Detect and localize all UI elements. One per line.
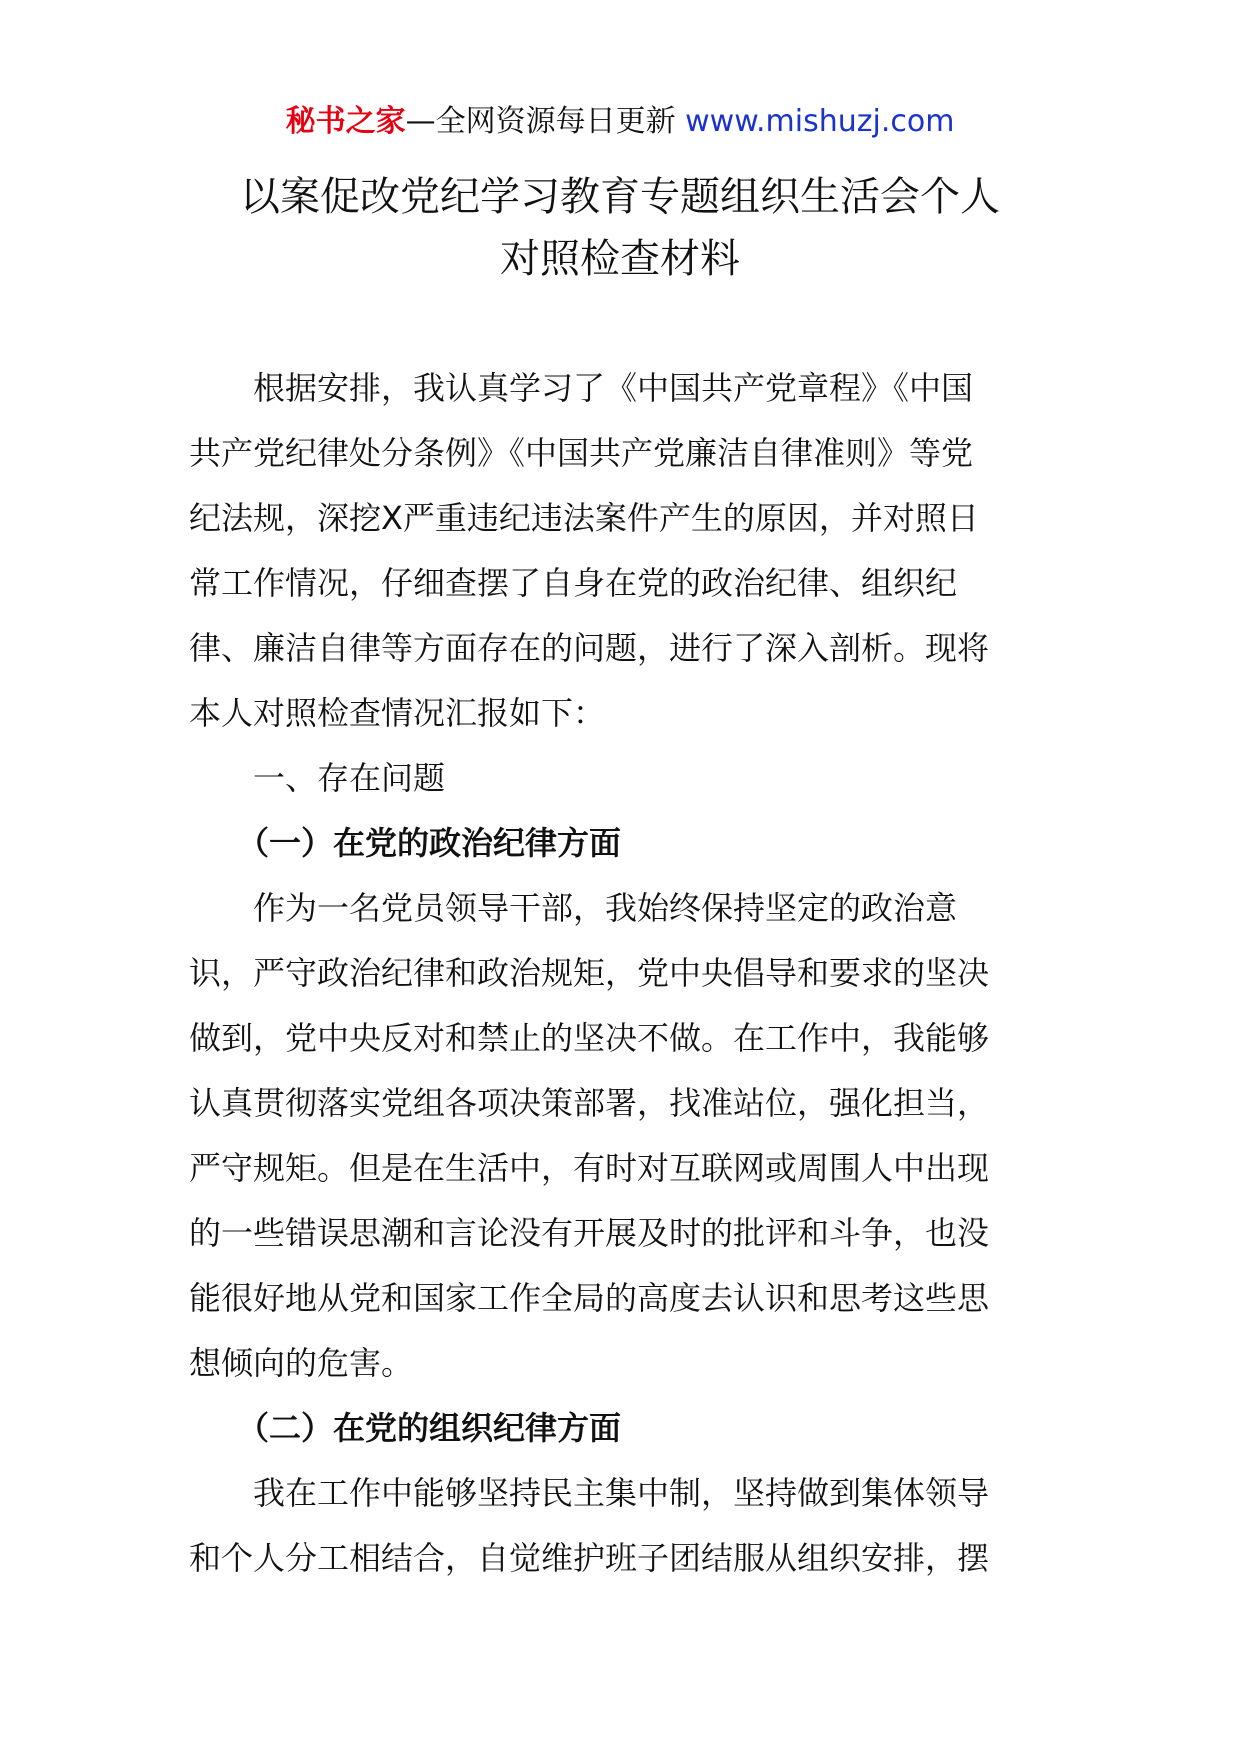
site-brand: 秘书之家 bbox=[285, 104, 406, 139]
subsection-heading-organizational: （二）在党的组织纪律方面 bbox=[237, 1409, 622, 1447]
text-line: 能很好地从党和国家工作全局的高度去认识和思考这些思 bbox=[189, 1279, 990, 1317]
section-heading-issues: 一、存在问题 bbox=[253, 759, 446, 797]
text-line: 和个人分工相结合，自觉维护班子团结服从组织安排，摆 bbox=[189, 1539, 990, 1577]
text-line: 纪法规，深挖X严重违纪违法案件产生的原因，并对照日 bbox=[189, 499, 979, 537]
document-title bbox=[0, 166, 1240, 290]
political-discipline-paragraph bbox=[189, 876, 1053, 1396]
subsection-heading-political: （一）在党的政治纪律方面 bbox=[237, 824, 622, 862]
title-line-1: 以案促改党纪学习教育专题组织生活会个人 bbox=[240, 174, 1000, 220]
site-tagline: —全网资源每日更新 bbox=[405, 104, 686, 139]
text-line: 的一些错误思潮和言论没有开展及时的批评和斗争，也没 bbox=[189, 1214, 990, 1252]
text-line: 识，严守政治纪律和政治规矩，党中央倡导和要求的坚决 bbox=[189, 954, 990, 992]
text-line: 做到，党中央反对和禁止的坚决不做。在工作中，我能够 bbox=[189, 1019, 990, 1057]
text-line: 本人对照检查情况汇报如下： bbox=[189, 694, 606, 732]
text-line: 共产党纪律处分条例》《中国共产党廉洁自律准则》等党 bbox=[189, 434, 974, 472]
text-line: 作为一名党员领导干部，我始终保持坚定的政治意 bbox=[253, 889, 958, 927]
text-line: 严守规矩。但是在生活中，有时对互联网或周围人中出现 bbox=[189, 1149, 990, 1187]
watermark-header bbox=[0, 100, 1240, 144]
text-line: 认真贯彻落实党组各项决策部署，找准站位，强化担当， bbox=[189, 1084, 990, 1122]
title-line-2: 对照检查材料 bbox=[500, 236, 740, 282]
text-line: 我在工作中能够坚持民主集中制，坚持做到集体领导 bbox=[253, 1474, 990, 1512]
text-line: 想倾向的危害。 bbox=[189, 1344, 414, 1382]
text-line: 根据安排，我认真学习了《中国共产党章程》《中国 bbox=[253, 369, 974, 407]
text-line: 律、廉洁自律等方面存在的问题，进行了深入剖析。现将 bbox=[189, 629, 990, 667]
organizational-discipline-paragraph bbox=[189, 1461, 1053, 1591]
site-url: www.mishuzj.com bbox=[685, 104, 955, 139]
intro-paragraph bbox=[189, 356, 1053, 746]
text-line: 常工作情况，仔细查摆了自身在党的政治纪律、组织纪 bbox=[189, 564, 958, 602]
document-body bbox=[189, 356, 1053, 1591]
